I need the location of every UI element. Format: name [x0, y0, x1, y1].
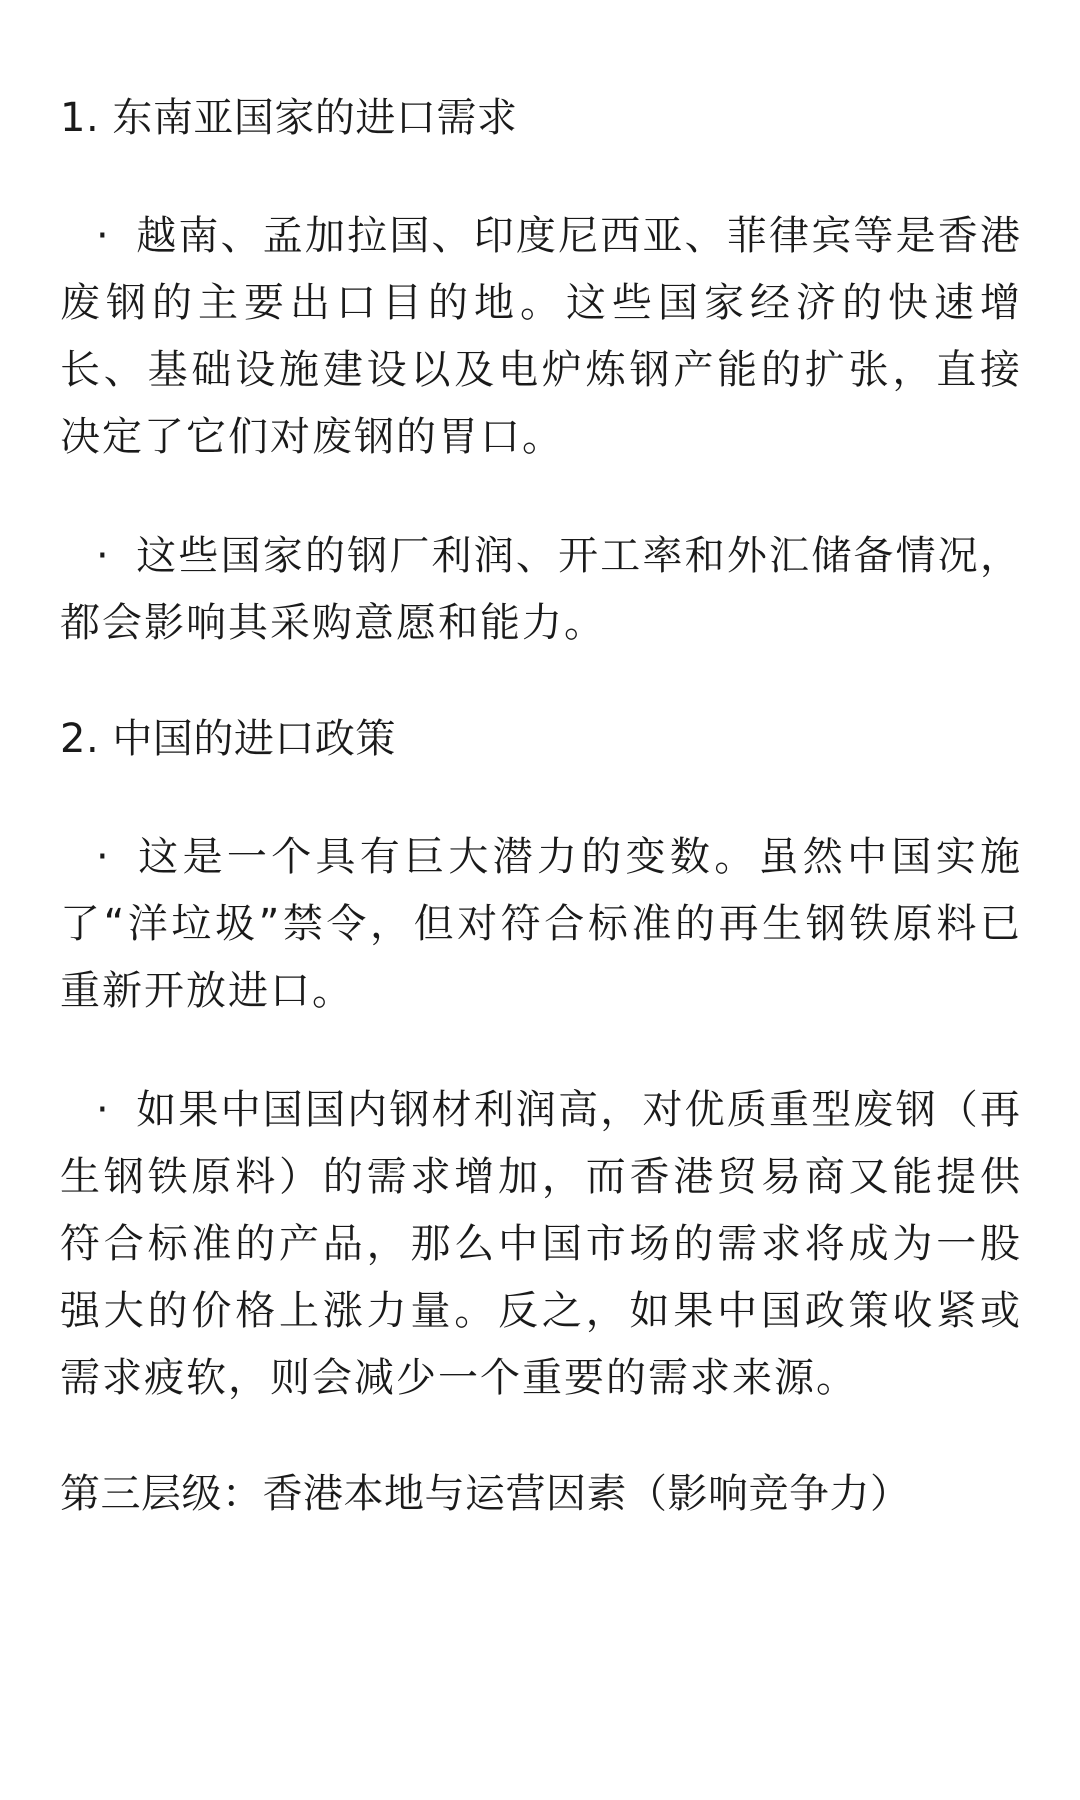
bullet-text: 如果中国国内钢材利润高，对优质重型废钢（再生钢铁原料）的需求增加，而香港贸易商又能提供符合标准的产品，那么中国市场的需求将成为一股强大的价格上涨力量。反之，如果中国政策收紧或需求疲软，则会减少一个重要的需求来源。	[60, 1087, 1022, 1401]
bullet-text: 越南、孟加拉国、印度尼西亚、菲律宾等是香港废钢的主要出口目的地。这些国家经济的快速增长、基础设施建设以及电炉炼钢产能的扩张，直接决定了它们对废钢的胃口。	[60, 213, 1022, 460]
section-heading-china-policy: 2. 中国的进口政策	[60, 716, 396, 762]
bullet-paragraph	[60, 824, 1022, 1025]
bullet-marker: ·	[96, 834, 111, 880]
section-heading-southeast-asia: 1. 东南亚国家的进口需求	[60, 95, 518, 141]
bullet-text: 这些国家的钢厂利润、开工率和外汇储备情况，都会影响其采购意愿和能力。	[60, 533, 1022, 646]
level-three-heading: 第三层级：香港本地与运营因素（影响竞争力）	[60, 1471, 911, 1517]
bullet-paragraph	[60, 1077, 1022, 1412]
bullet-marker: ·	[96, 533, 111, 579]
bullet-paragraph	[60, 523, 1022, 657]
bullet-text: 这是一个具有巨大潜力的变数。虽然中国实施了“洋垃圾”禁令，但对符合标准的再生钢铁原料已重新开放进口。	[60, 834, 1022, 1014]
bullet-paragraph	[60, 203, 1022, 471]
bullet-marker: ·	[96, 1087, 111, 1133]
bullet-marker: ·	[96, 213, 111, 259]
